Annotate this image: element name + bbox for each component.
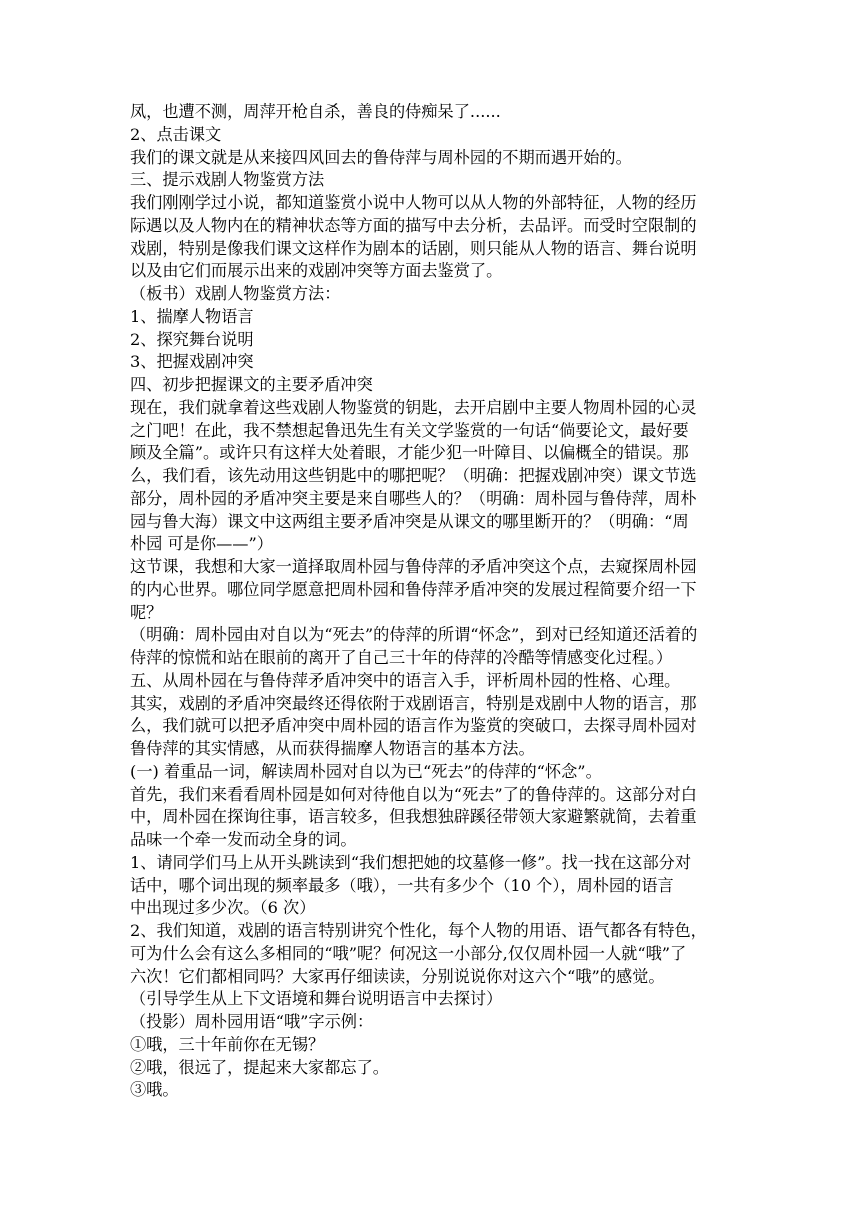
- text-line: 我们刚刚学过小说，都知道鉴赏小说中人物可以从人物的外部特征，人物的经历: [130, 193, 697, 212]
- text-line: 部分，周朴园的矛盾冲突主要是来自哪些人的？（明确：周朴园与鲁侍萍，周朴: [130, 488, 697, 508]
- text-line: 中出现过多少次。（6 次）: [130, 898, 316, 918]
- text-line: 呢？: [130, 602, 163, 622]
- text-line: 1、请同学们马上从开头跳读到“我们想把她的坟墓修一修”。找一找在这部分对: [130, 852, 692, 872]
- text-line: 可为什么会有这么多相同的“哦”呢？何况这一小部分,仅仅周朴园一人就“哦”了: [130, 943, 687, 963]
- text-line: 凤，也遭不测，周萍开枪自杀，善良的侍痴呆了......: [130, 102, 501, 121]
- text-line: 以及由它们而展示出来的戏剧冲突等方面去鉴赏了。: [130, 261, 503, 281]
- text-line: （明确：周朴园由对自以为“死去”的侍萍的所谓“怀念”，到对已经知道还活着的: [130, 625, 698, 645]
- text-line: ②哦，很远了，提起来大家都忘了。: [130, 1057, 389, 1077]
- text-line: 五、从周朴园在与鲁侍萍矛盾冲突中的语言入手，评析周朴园的性格、心理。: [130, 670, 681, 690]
- text-line: 话中，哪个词出现的频率最多（哦），一共有多少个（10 个），周朴园的语言: [130, 875, 674, 895]
- text-line: 四、初步把握课文的主要矛盾冲突: [130, 375, 373, 394]
- text-line: 鲁侍萍的其实情感，从而获得揣摩人物语言的基本方法。: [130, 739, 535, 758]
- text-line: 际遇以及人物内在的精神状态等方面的描写中去分析，去品评。而受时空限制的: [130, 215, 697, 235]
- text-line: 的内心世界。哪位同学愿意把周朴园和鲁侍萍矛盾冲突的发展过程简要介绍一下: [130, 579, 697, 599]
- text-line: 1、揣摩人物语言: [130, 306, 254, 326]
- text-line: 3、把握戏剧冲突: [130, 352, 254, 372]
- text-line: 六次！它们都相同吗？大家再仔细读读，分别说说你对这六个“哦”的感觉。: [130, 966, 665, 986]
- text-line: 现在，我们就拿着这些戏剧人物鉴赏的钥匙，去开启剧中主要人物周朴园的心灵: [130, 397, 697, 417]
- text-line: 中，周朴园在探询往事，语言较多，但我想独辟蹊径带领大家避繁就简，去着重: [130, 807, 697, 827]
- text-line: 首先，我们来看看周朴园是如何对待他自以为“死去”了的鲁侍萍的。这部分对白: [130, 784, 697, 804]
- text-line: 2、探究舞台说明: [130, 329, 254, 349]
- document-page: [130, 101, 742, 1102]
- text-line: 2、点击课文: [130, 124, 222, 144]
- text-line: (一) 着重品一词，解读周朴园对自以为已“死去”的侍萍的“怀念”。: [130, 761, 602, 781]
- text-line: ③哦。: [130, 1080, 179, 1100]
- text-line: 戏剧，特别是像我们课文这样作为剧本的话剧，则只能从人物的语言、舞台说明: [130, 238, 697, 258]
- text-line: 三、提示戏剧人物鉴赏方法: [130, 170, 325, 190]
- text-line: 2、我们知道，戏剧的语言特别讲究个性化，每个人物的用语、语气都各有特色，: [130, 921, 707, 940]
- text-line: 侍萍的惊慌和站在眼前的离开了自己三十年的侍萍的冷酷等情感变化过程。）: [130, 648, 673, 667]
- text-line: 之门吧！在此，我不禁想起鲁迅先生有关文学鉴赏的一句话“倘要论文，最好要: [130, 420, 689, 440]
- text-line: 顾及全篇”。或许只有这样大处着眼，才能少犯一叶障目、以偏概全的错误。那: [130, 443, 689, 463]
- text-line: 园与鲁大海）课文中这两组主要矛盾冲突是从课文的哪里断开的？（明确：“周: [130, 511, 689, 531]
- text-line: 其实，戏剧的矛盾冲突最终还得依附于戏剧语言，特别是戏剧中人物的语言，那: [130, 693, 697, 713]
- text-line: （投影）周朴园用语“哦”字示例：: [130, 1012, 374, 1031]
- text-line: 我们的课文就是从来接四风回去的鲁侍萍与周朴园的不期而遇开始的。: [130, 147, 632, 167]
- text-line: （板书）戏剧人物鉴赏方法：: [130, 284, 341, 303]
- text-line: ①哦，三十年前你在无锡？: [130, 1034, 325, 1054]
- text-line: （引导学生从上下文语境和舞台说明语言中去探讨）: [130, 989, 503, 1009]
- text-line: 这节课，我想和大家一道择取周朴园与鲁侍萍的矛盾冲突这个点，去窥探周朴园: [130, 557, 697, 576]
- text-line: 么，我们就可以把矛盾冲突中周朴园的语言作为鉴赏的突破口，去探寻周朴园对: [130, 716, 697, 736]
- text-line: 么，我们看，该先动用这些钥匙中的哪把呢？（明确：把握戏剧冲突）课文节选: [130, 466, 697, 485]
- text-line: 朴园 可是你——”）: [130, 534, 273, 554]
- text-line: 品味一个牵一发而动全身的词。: [130, 830, 357, 849]
